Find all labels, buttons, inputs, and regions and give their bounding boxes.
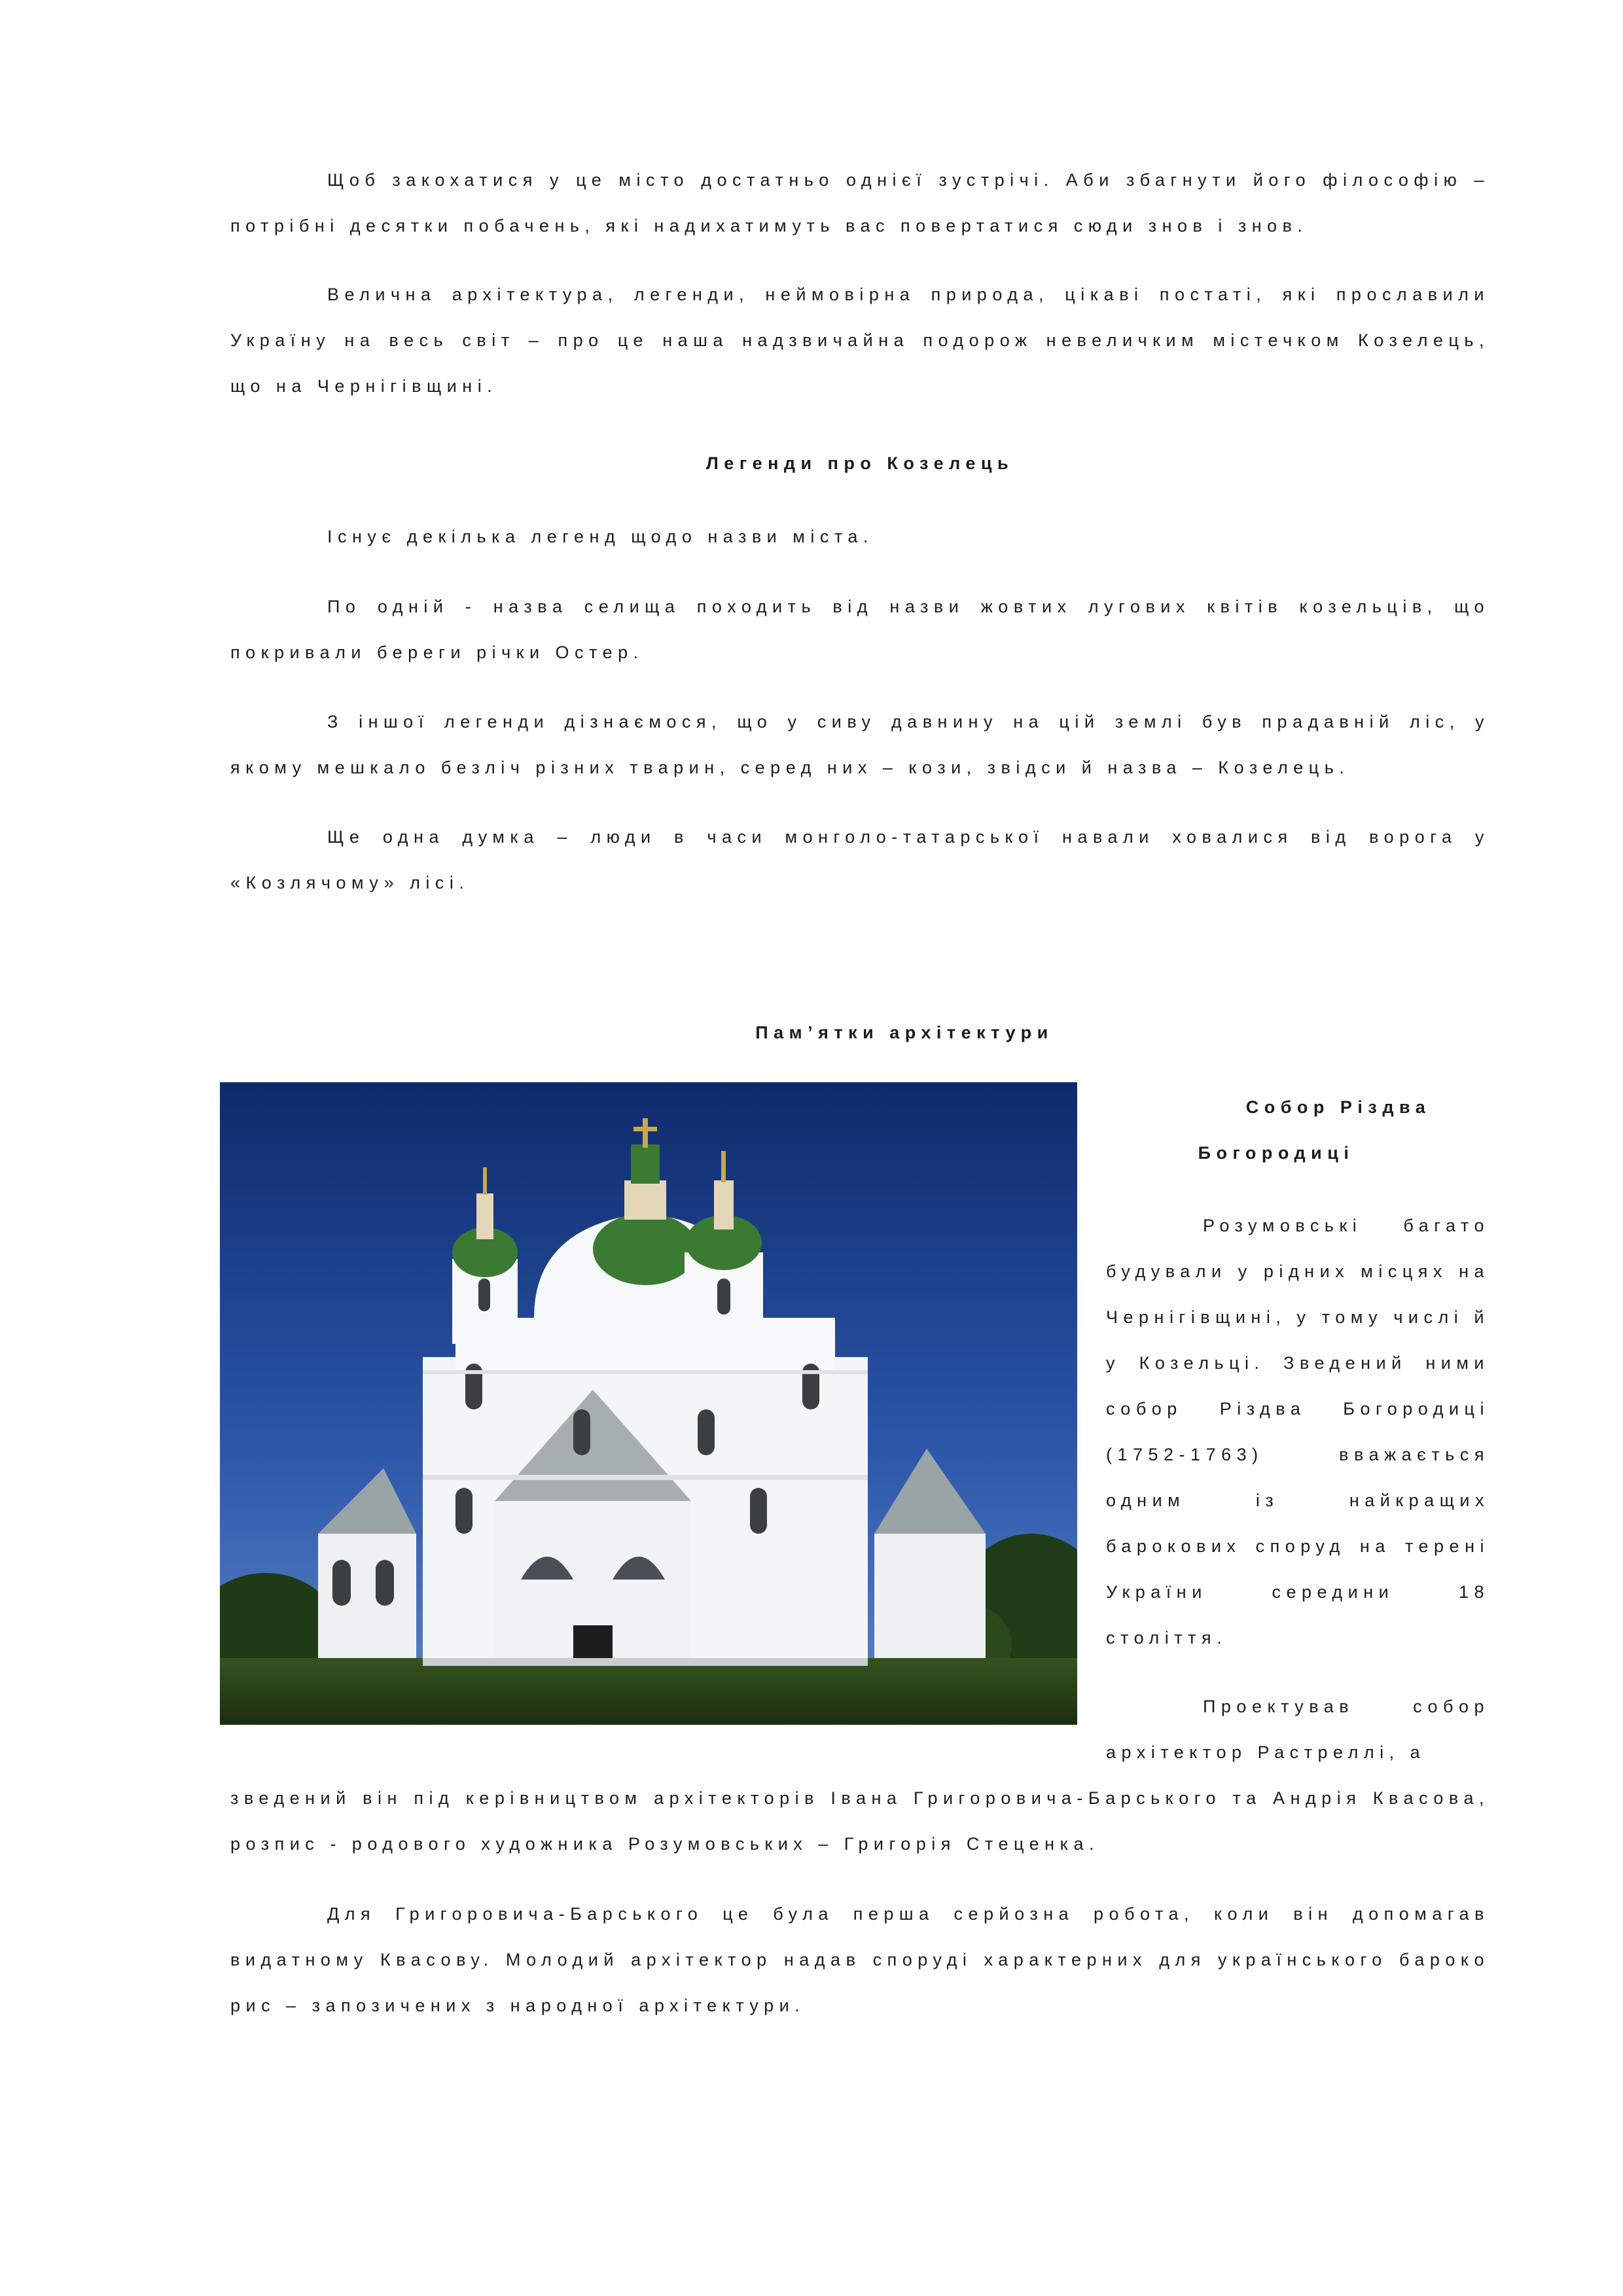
cathedral-column-paragraph-1: Розумовські багато будували у рідних місцях на Чернігівщині, у тому числі й у Козельці. Зведений ними собор Різдва Богородиці (1752-1763) вважається одним із найкращих барокових споруд на терені України середини 18 століття. — [1106, 1216, 1489, 1648]
cathedral-heading-line-1: Собор Різдва — [1245, 1097, 1431, 1117]
architecture-paragraph-3: Для Григоровича-Барського це була перша серйозна робота, коли він допомагав видатному Квасову. Молодий архітектор надав споруді характерних для українського бароко рис – запозичених з народної архітектури. — [230, 1904, 1489, 2015]
legends-heading: Легенди про Козелець — [705, 453, 1014, 473]
cathedral-column-paragraph-2: Проектував собор архітектор Растреллі, а — [1106, 1697, 1489, 1762]
cathedral-photo — [220, 1082, 1077, 1725]
legends-paragraph-2: По одній - назва селища походить від назви жовтих лугових квітів козельців, що покривали береги річки Остер. — [230, 597, 1489, 662]
cathedral-heading-line-2: Богородиці — [1198, 1143, 1355, 1163]
legends-paragraph-4: Ще одна думка – люди в часи монголо-татарської навали ховалися від ворога у «Козлячому» лісі. — [230, 827, 1489, 892]
architecture-paragraph-continued: зведений він під керівництвом архітекторів Івана Григоровича-Барського та Андрія Квасова, розпис - родового художника Розумовських – Григорія Стеценка. — [230, 1788, 1489, 1854]
legends-paragraph-1: Існує декілька легенд щодо назви міста. — [327, 527, 874, 546]
architecture-heading: Пам’ятки архітектури — [755, 1023, 1054, 1042]
legends-paragraph-3: З іншої легенди дізнаємося, що у сиву давнину на цій землі був прадавній ліс, у якому мешкало безліч різних тварин, серед них – кози, звідси й назва – Козелець. — [230, 712, 1489, 777]
intro-paragraph-1: Щоб закохатися у це місто достатньо однієї зустрічі. Аби збагнути його філософію – потрібні десятки побачень, які надихатимуть вас повертатися сюди знов і знов. — [230, 170, 1489, 236]
intro-paragraph-2: Велична архітектура, легенди, неймовірна природа, цікаві постаті, які прославили Україну на весь світ – про це наша надзвичайна подорож невеличким містечком Козелець, що на Чернігівщині. — [230, 285, 1489, 396]
